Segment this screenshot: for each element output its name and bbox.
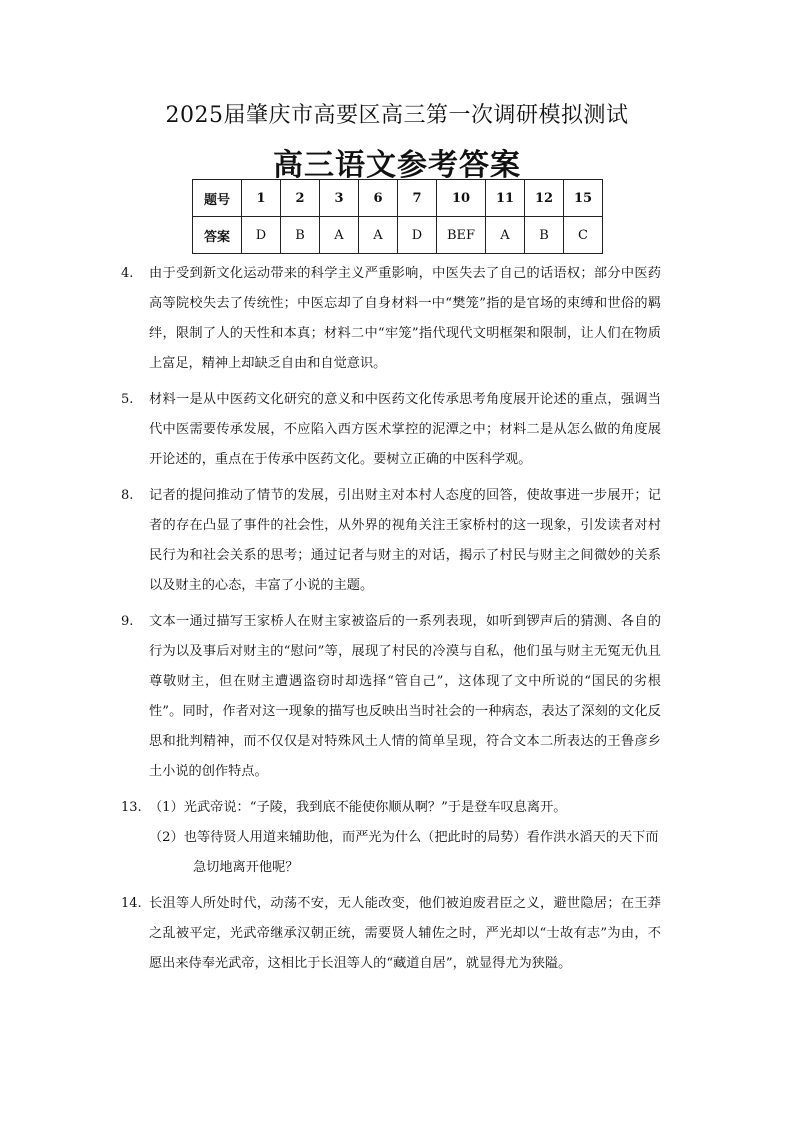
question-number: 6 [359, 180, 398, 217]
question-number: 12 [525, 180, 564, 217]
answer-items [121, 259, 661, 985]
item-number: 8. [121, 488, 134, 503]
answer-value: BEF [437, 217, 486, 254]
answer-value: B [281, 217, 320, 254]
document-subtitle: 高三语文参考答案 [273, 148, 521, 183]
document-title: 2025届肇庆市高要区高三第一次调研模拟测试 [165, 103, 629, 128]
item-text: 文本一通过描写王家桥人在财主家被盗后的一系列表现，如听到锣声后的猜测、各自的行为以及事后对财主的“慰问”等，展现了村民的冷漠与自私，他们虽与财主无冤无仇且尊敬财主，但在财主遭遇盗窃时却选择“管自己”，这体现了文中所说的“国民的劣根性”。同时，作者对这一现象的描写也反映出当时社会的一种病态，表达了深刻的文化反思和批判精神，而不仅仅是对特殊风土人情的简单呈现，符合文本二所表达的王鲁彦乡土小说的创作特点。 [149, 614, 661, 779]
answer-item [121, 889, 661, 979]
answer-value: A [359, 217, 398, 254]
row-label-question: 题号 [193, 180, 242, 217]
answer-value: A [486, 217, 525, 254]
item-text: 由于受到新文化运动带来的科学主义严重影响，中医失去了自己的话语权；部分中医药高等院校失去了传统性；中医忘却了自身材料一中“樊笼”指的是官场的束缚和世俗的羁绊，限制了人的天性和本真；材料二中“牢笼”指代现代文明框架和限制，让人们在物质上富足，精神上却缺乏自由和自觉意识。 [149, 266, 661, 371]
answer-item [121, 385, 661, 475]
question-number: 11 [486, 180, 525, 217]
item-text: 材料一是从中医药文化研究的意义和中医药文化传承思考角度展开论述的重点，强调当代中医需要传承发展，不应陷入西方医术掌控的泥潭之中；材料二是从怎么做的角度展开论述的，重点在于传承中医药文化。要树立正确的中医科学观。 [149, 392, 661, 467]
item-number: 13. [121, 800, 142, 815]
item-number: 14. [121, 896, 142, 911]
answer-value: C [564, 217, 603, 254]
item-number: 4. [121, 266, 134, 281]
answer-item [121, 793, 661, 883]
answer-table [192, 179, 603, 254]
item-subanswer: （2）也等待贤人用道来辅助他，而严光为什么（把此时的局势）看作洪水滔天的天下而急切地离开他呢？ [149, 830, 659, 875]
question-number: 2 [281, 180, 320, 217]
answer-item [121, 607, 661, 787]
question-number-row [193, 180, 603, 217]
item-subanswer: （1）光武帝说：“子陵，我到底不能使你顺从啊？”于是登车叹息离开。 [149, 800, 567, 815]
item-text: 记者的提问推动了情节的发展，引出财主对本村人态度的回答，使故事进一步展开；记者的存在凸显了事件的社会性，从外界的视角关注王家桥村的这一现象，引发读者对村民行为和社会关系的思考；通过记者与财主的对话，揭示了村民与财主之间微妙的关系以及财主的心态，丰富了小说的主题。 [149, 488, 661, 593]
question-number: 3 [320, 180, 359, 217]
row-label-answer: 答案 [193, 217, 242, 254]
answer-row [193, 217, 603, 254]
answer-value: A [320, 217, 359, 254]
question-number: 1 [242, 180, 281, 217]
question-number: 10 [437, 180, 486, 217]
answer-item [121, 481, 661, 601]
item-number: 9. [121, 614, 134, 629]
answer-value: D [242, 217, 281, 254]
item-number: 5. [121, 392, 134, 407]
question-number: 7 [398, 180, 437, 217]
answer-value: B [525, 217, 564, 254]
answer-value: D [398, 217, 437, 254]
item-text: 长沮等人所处时代，动荡不安，无人能改变，他们被迫废君臣之义，避世隐居；在王莽之乱被平定，光武帝继承汉朝正统，需要贤人辅佐之时，严光却以“士故有志”为由，不愿出来侍奉光武帝，这相比于长沮等人的“藏道自居”，就显得尤为狭隘。 [149, 896, 661, 971]
question-number: 15 [564, 180, 603, 217]
answer-item [121, 259, 661, 379]
